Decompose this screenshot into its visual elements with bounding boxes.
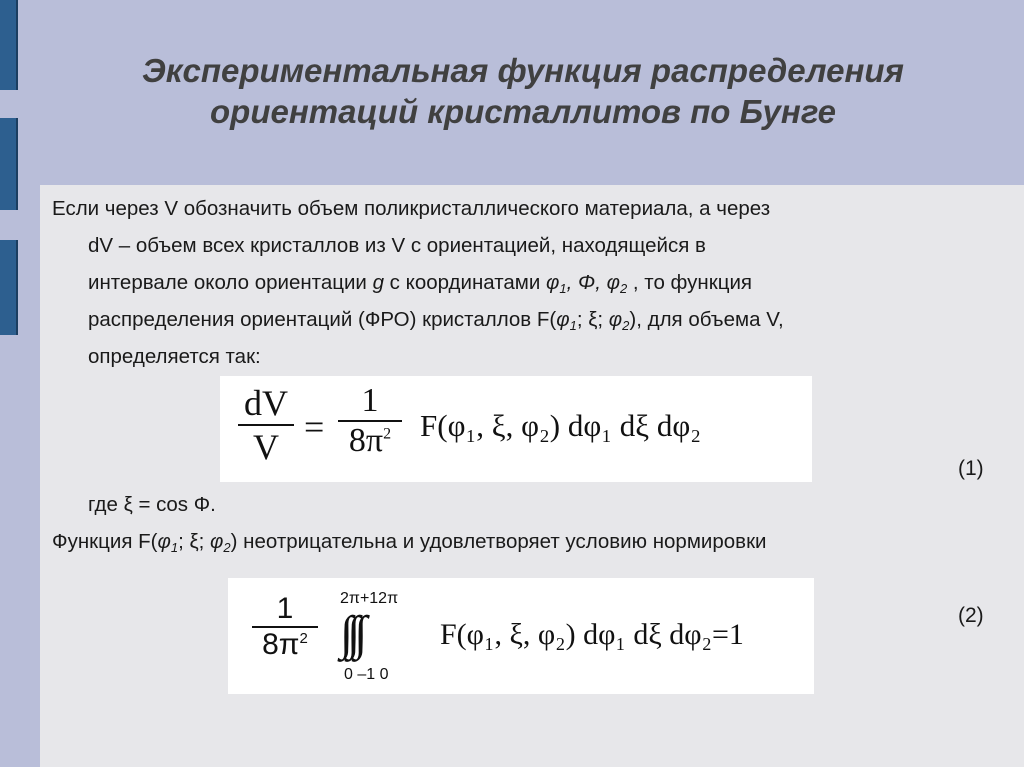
eq2-frac-den: 8π	[262, 628, 300, 661]
para1-line1: Если через V обозначить объем поликристаллического материала, а через	[52, 197, 771, 220]
eq2-fraction	[252, 592, 318, 662]
eq2-integrals: ∫∫∫	[340, 607, 362, 660]
eq1-rhs-num: 1	[361, 382, 379, 419]
eq1-lhs-den: V	[253, 427, 279, 467]
eq1-number: (1)	[958, 457, 984, 480]
decor-bar-2	[0, 118, 18, 210]
eq1-body: F(φ₁, ξ, φ₂) dφ₁ dξ dφ₂	[420, 408, 702, 443]
where-line: где ξ = cos Φ.	[88, 493, 216, 516]
para1-line2: dV – объем всех кристаллов из V с ориентацией, находящейся в	[88, 234, 706, 257]
eq1-equals: =	[304, 407, 325, 447]
eq1-rhs-fraction	[338, 382, 402, 460]
para2-b: ) неотрицательна и удовлетворяет условию нормировки	[230, 530, 767, 553]
para2-a: Функция F(	[52, 530, 158, 553]
para1-line3-c: с координатами	[383, 271, 547, 294]
eq2-body: F(φ₁, ξ, φ₂) dφ₁ dξ dφ₂=1	[440, 618, 744, 651]
orientation-g: g	[372, 271, 384, 294]
eq1-rhs-den-exp: 2	[383, 425, 392, 443]
para1-line3-a: интервале около ориентации	[88, 271, 373, 294]
slide-title	[22, 50, 1024, 132]
para1-line3-d: , то функция	[627, 271, 753, 294]
equation-1	[220, 376, 812, 482]
para2: Функция $F(\varphi_1$; ξ; $\varphi_2$) неотрицательна и удовлетворяет условию нормировки	[52, 530, 767, 555]
eq2-upper-limits: 2π+12π	[340, 590, 399, 607]
eq2-number: (2)	[958, 604, 984, 627]
eq1-lhs-num: dV	[244, 383, 288, 423]
eq1-lhs-fraction	[238, 382, 294, 468]
para1-line4: распределения ориентаций (ФРО) кристаллов $F(\varphi_1$; ξ; $\varphi_2$), для объема V,	[88, 308, 784, 333]
para1-line4-b: ), для объема V,	[629, 308, 784, 331]
para1-line5: определяется так:	[88, 345, 261, 368]
eq2-lower-limits: 0 –1 0	[344, 666, 389, 683]
fro-args: $\varphi_1$	[556, 308, 577, 333]
coords-inline: $\varphi_1$, Φ, $\varphi_2$	[546, 271, 628, 296]
decor-bar-1	[0, 0, 18, 90]
title-line-1: Экспериментальная функция распределения	[142, 52, 904, 89]
title-area	[22, 0, 1024, 185]
eq2-frac-num: 1	[276, 592, 294, 625]
title-line-2: ориентаций кристаллитов по Бунге	[210, 93, 836, 130]
para1-line4-a: распределения ориентаций (ФРО) кристаллов F(	[88, 308, 557, 331]
decor-bar-3	[0, 240, 18, 335]
equation-2	[228, 578, 814, 694]
eq1-rhs-den: 8π	[348, 422, 384, 459]
eq2-frac-den-exp: 2	[299, 630, 308, 647]
